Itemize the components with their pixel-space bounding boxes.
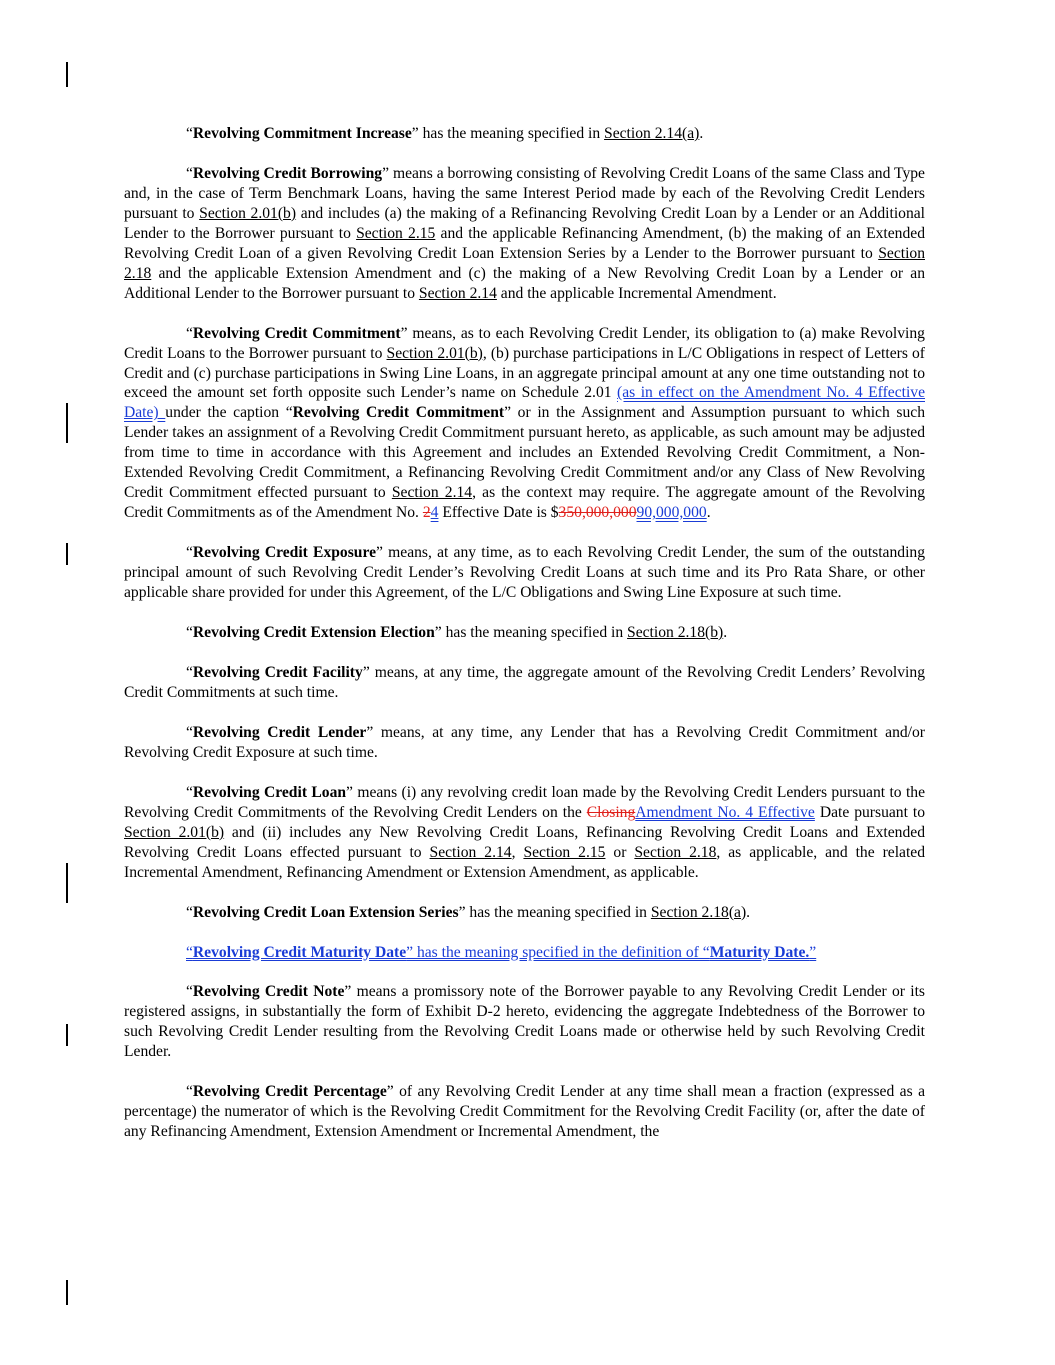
section-reference: Section 2.18(b) (627, 624, 724, 642)
inserted-definition: “Revolving Credit Maturity Date” has the meaning specified in the definition of “Maturity Date.” (186, 943, 817, 961)
deleted-text: Closing (586, 803, 636, 821)
section-reference: Section 2.01(b) (199, 204, 297, 222)
definition-revolving-credit-lender: “Revolving Credit Lender” means, at any time, any Lender that has a Revolving Credit Commitment and/or Revolving Credit Exposure at such time. (124, 723, 925, 761)
deleted-text: 350,000,000 (558, 504, 637, 522)
defined-term: Revolving Credit Commitment (192, 324, 401, 342)
defined-term: Revolving Credit Commitment (292, 404, 505, 422)
inserted-text: Amendment No. 4 Effective (635, 803, 815, 821)
defined-term: Revolving Commitment Increase (192, 125, 412, 142)
defined-term: Revolving Credit Maturity Date (192, 943, 407, 961)
section-reference: Section 2.15 (523, 843, 606, 861)
section-reference: Section 2.14(a) (604, 125, 700, 142)
defined-term: Revolving Credit Percentage (192, 1083, 387, 1101)
defined-term: Revolving Credit Borrowing (192, 164, 383, 182)
inserted-text: 4 (430, 504, 439, 522)
revision-bar (66, 62, 68, 87)
definition-revolving-credit-percentage: “Revolving Credit Percentage” of any Revolving Credit Lender at any time shall mean a fraction (expressed as a percentage) the numerator of which is the Revolving Credit Commitment for the Revolving Credit Facility (or, after the date of any Refinancing Amendment, Extension Amendment or Incremental Amendment, the (124, 1083, 925, 1141)
section-reference: Section 2.15 (356, 224, 436, 242)
definitions-text (124, 124, 925, 1162)
revision-bar (66, 863, 68, 903)
definition-revolving-commitment-increase: “Revolving Commitment Increase” has the meaning specified in Section 2.14(a). (186, 125, 704, 142)
definition-revolving-credit-loan-extension-series: “Revolving Credit Loan Extension Series” has the meaning specified in Section 2.18(a). (186, 903, 751, 921)
defined-term: Revolving Credit Note (192, 983, 345, 1001)
revision-bar (66, 1024, 68, 1046)
section-reference: Section 2.14 (391, 484, 473, 502)
revision-bar (66, 403, 68, 443)
definition-revolving-credit-note: “Revolving Credit Note” means a promissory note of the Borrower payable to any Revolving Credit Lender or its registered assigns, in substantially the form of Exhibit D-2 hereto, evidencing the aggregate Indebtedness of the Borrower to such Revolving Credit Lender resulting from the Revolving Credit Loans made or otherwise held by such Revolving Credit Lender. (124, 983, 925, 1061)
defined-term: Revolving Credit Facility (192, 663, 363, 681)
section-reference: Section 2.14 (429, 843, 512, 861)
defined-term: Revolving Credit Extension Election (192, 624, 435, 642)
definition-revolving-credit-facility: “Revolving Credit Facility” means, at any time, the aggregate amount of the Revolving Credit Lenders’ Revolving Credit Commitments at such time. (124, 663, 925, 701)
section-reference: Section 2.18 (634, 843, 717, 861)
deleted-text: 2 (422, 504, 431, 522)
definition-revolving-credit-loan: “Revolving Credit Loan” means (i) any revolving credit loan made by the Revolving Credit Lenders pursuant to the Revolving Credit Commitments of the Revolving Credit Lenders on the ClosingAmendment No. 4 Effective Date pursuant to Section 2.01(b) and (ii) includes any New Revolving Credit Loans, Refinancing Revolving Credit Loans and Extended Revolving Credit Loans effected pursuant to Section 2.14, Section 2.15 or Section 2.18, as applicable, and the related Incremental Amendment, Refinancing Amendment or Extension Amendment, as applicable. (124, 783, 926, 881)
inserted-text: (as in effect on the Amendment No. 4 Effective Date) (124, 384, 925, 422)
section-reference: Section 2.18 (124, 244, 925, 282)
section-reference: Section 2.14 (418, 284, 497, 302)
defined-term: Revolving Credit Loan (192, 783, 347, 801)
revision-bar (66, 543, 68, 565)
defined-term: Revolving Credit Exposure (192, 544, 377, 562)
defined-term: Revolving Credit Lender (192, 723, 367, 741)
inserted-text: 90,000,000 (636, 504, 707, 522)
section-reference: Section 2.01(b) (386, 344, 483, 362)
definition-revolving-credit-commitment: “Revolving Credit Commitment” means, as to each Revolving Credit Lender, its obligation to (a) make Revolving Credit Loans to the Borrower pursuant to Section 2.01(b), (b) purchase participations in L/C Obligations in respect of Letters of Credit and (c) purchase participations in Swing Line Loans, in an aggregate principal amount at any one time outstanding not to exceed the amount set forth opposite such Lender’s name on Schedule 2.01 (as in effect on the Amendment No. 4 Effective Date) under the caption “Revolving Credit Commitment” or in the Assignment and Assumption pursuant to which such Lender takes an assignment of a Revolving Credit Commitment pursuant hereto, as applicable, as such amount may be adjusted from time to time in accordance with this Agreement and includes an Extended Revolving Credit Commitment, a Non-Extended Revolving Credit Commitment, a Refinancing Revolving Credit Commitment and/or any Class of New Revolving Credit Commitment effected pursuant to Section 2.14, as the context may require. The aggregate amount of the Revolving Credit Commitments as of the Amendment No. 24 Effective Date is $350,000,00090,000,000. (124, 324, 926, 522)
definition-revolving-credit-exposure: “Revolving Credit Exposure” means, at any time, as to each Revolving Credit Lender, the sum of the outstanding principal amount of such Revolving Credit Lender’s Revolving Credit Loans at such time and its Pro Rata Share, or other applicable share provided for under this Agreement, of the L/C Obligations and Swing Line Exposure at such time. (124, 544, 925, 602)
defined-term: Maturity Date. (709, 943, 810, 961)
defined-term: Revolving Credit Loan Extension Series (192, 903, 459, 921)
definition-revolving-credit-borrowing: “Revolving Credit Borrowing” means a borrowing consisting of Revolving Credit Loans of the same Class and Type and, in the case of Term Benchmark Loans, having the same Interest Period made by each of the Revolving Credit Lenders pursuant to Section 2.01(b) and includes (a) the making of a Refinancing Revolving Credit Loan by a Lender or an Additional Lender to the Borrower pursuant to Section 2.15 and the applicable Refinancing Amendment, (b) the making of an Extended Revolving Credit Loan of a given Revolving Credit Loan Extension Series by a Lender to the Borrower pursuant to Section 2.18 and the applicable Extension Amendment and (c) the making of a New Revolving Credit Loan by a Lender or an Additional Lender to the Borrower pursuant to Section 2.14 and the applicable Incremental Amendment. (124, 164, 925, 302)
definition-revolving-credit-maturity-date (124, 943, 925, 963)
revision-bar (66, 1280, 68, 1305)
definition-revolving-credit-extension-election: “Revolving Credit Extension Election” has the meaning specified in Section 2.18(b). (186, 624, 728, 642)
section-reference: Section 2.18(a) (650, 903, 747, 921)
section-reference: Section 2.01(b) (124, 823, 225, 841)
